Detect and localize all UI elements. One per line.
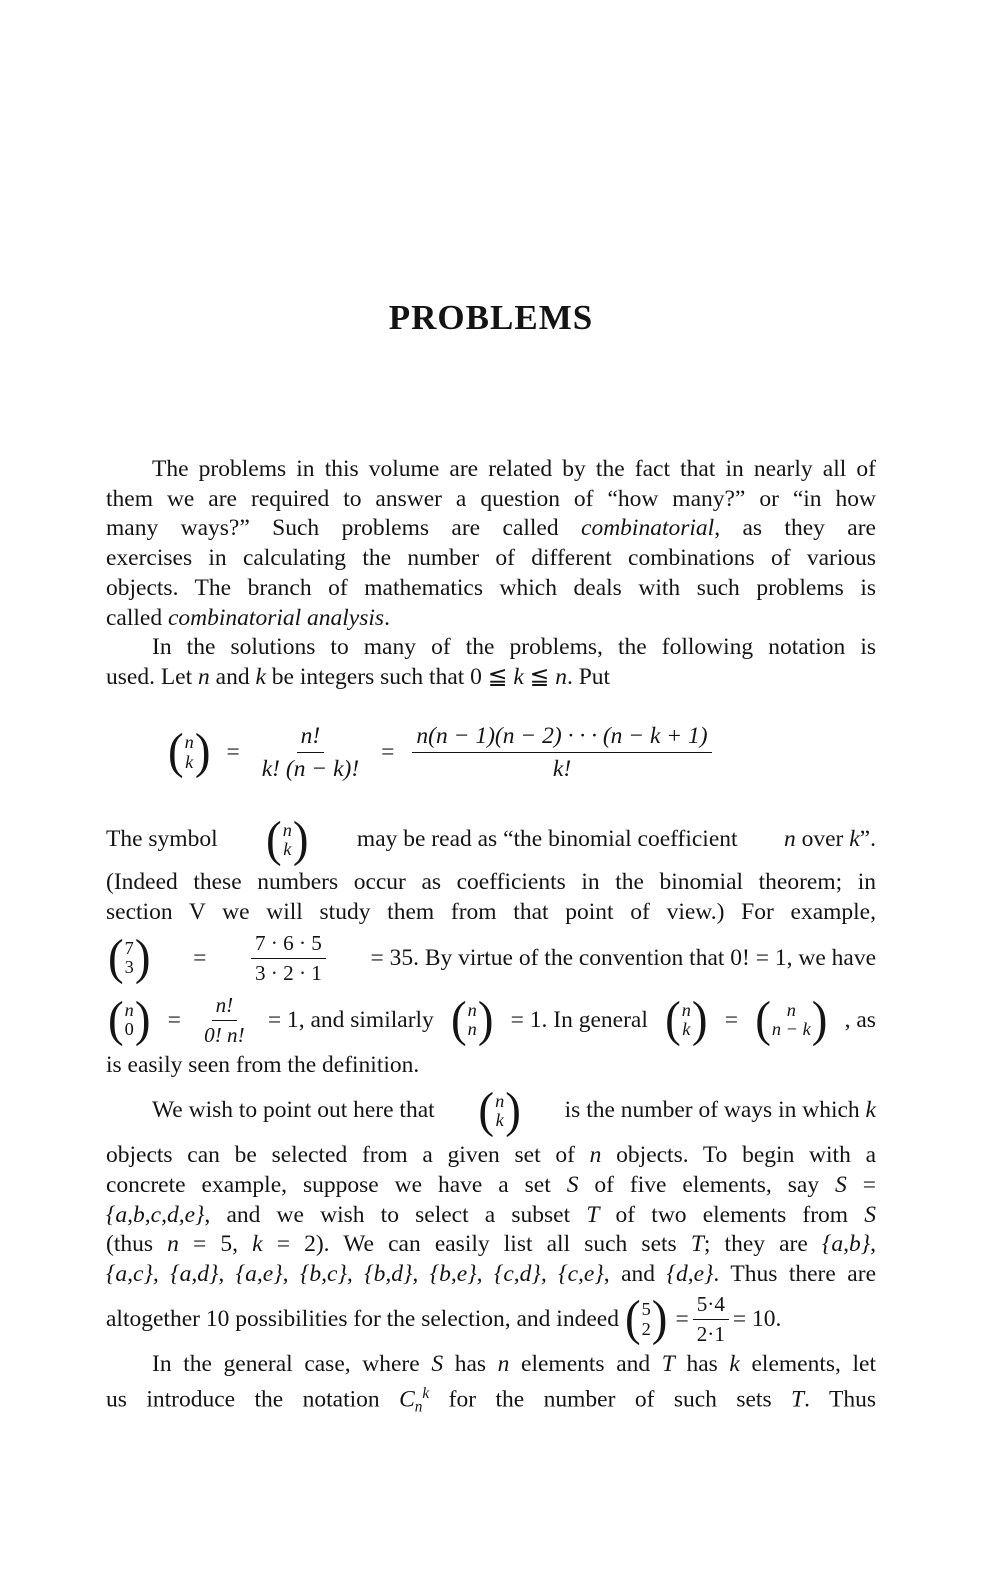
text-line: section V we will study them from that point of view.) For example, xyxy=(106,898,876,925)
page-title: PROBLEMS xyxy=(388,298,594,337)
binomial-n-0: ( n 0 ) xyxy=(108,992,151,1048)
binomial-n-n: ( n n ) xyxy=(451,992,494,1048)
text-line: In the general case, where S has n elements and T has k elements, let xyxy=(152,1350,877,1377)
fraction-n-factorial: $\frac{n!}{0! n!}$ xyxy=(204,992,245,1047)
binomial-n-k: ( n k ) xyxy=(665,992,708,1048)
text-line: many ways?” Such problems are called combinatorial, as they are xyxy=(106,515,876,542)
text-line: concrete example, suppose we have a set S of five elements, say S = xyxy=(106,1171,876,1198)
text-line: objects can be selected from a given set of n objects. To begin with a xyxy=(106,1142,877,1169)
text-line: altogether 10 possibilities for the selection, and indeed ( 5 2 ) = $\frac{5\cdot 4}{2\cdot 1}$ = 10. xyxy=(106,1291,782,1347)
fraction-5-4: $\frac{5\cdot 4}{2\cdot 1}$ xyxy=(693,1292,729,1348)
binomial-n-k: ( n k ) xyxy=(266,812,309,867)
general-line: ( n 0 ) = $\frac{n!}{0! n!}$ = 1, and similarly ( n n ) = 1. In general ( n k ) = ( n n − k ) , as xyxy=(108,992,876,1048)
text-line: {a,b,c,d,e}, and we wish to select a subset T of two elements from S xyxy=(106,1201,877,1228)
fraction-falling-product: $\frac{n(n - 1)(n - 2) \cdot \cdot \cdot (n - k + 1)}{k!}$ xyxy=(412,722,711,783)
fraction-factorial: $\frac{n!}{k! (n - k)!}$ xyxy=(261,723,360,783)
fraction-7-6-5: $\frac{7 \cdot 6 \cdot 5}{3 \cdot 2 \cdot 1}$ xyxy=(251,931,326,987)
text-line: us introduce the notation $C_n^k$ for the number of such sets T. Thus xyxy=(106,1385,876,1417)
binomial-7-3: ( 7 3 ) xyxy=(108,930,151,986)
example-line: ( 7 3 ) = $\frac{7 \cdot 6 \cdot 5}{3 \cdot 2 \cdot 1}$ = 35. By virtue of the convention that 0! = 1, we have xyxy=(108,930,876,986)
binomial-explanation xyxy=(106,812,876,1423)
text-line: (thus n = 5, k = 2). We can easily list all such sets T; they are {a,b}, xyxy=(106,1231,876,1258)
binomial-n-k: ( n k ) xyxy=(168,724,211,780)
text-line: used. Let n and k be integers such that 0 ≦ k ≦ n. Put xyxy=(106,663,611,690)
intro-paragraph xyxy=(106,455,876,693)
text-line: {a,c}, {a,d}, {a,e}, {b,c}, {b,d}, {b,e}, {c,d}, {c,e}, and {d,e}. Thus there are xyxy=(106,1260,876,1287)
text-line: (Indeed these numbers occur as coefficients in the binomial theorem; in xyxy=(106,869,876,895)
binomial-definition-formula: ( n k ) = $\frac{n!}{k! (n - k)!}$ = $\frac{n(n - 1)(n - 2) \cdot \cdot \cdot (n - k + 1)}{k!}$ xyxy=(166,722,716,783)
binomial-n-n-minus-k: ( n n − k ) xyxy=(755,992,828,1048)
text-line: them we are required to answer a question of “how many?” or “in how xyxy=(106,485,876,512)
text-line: The symbol ( n k ) may be read as “the binomial coefficient n over k”. xyxy=(106,812,876,867)
text-line: The problems in this volume are related by the fact that in nearly all of xyxy=(152,456,876,482)
text-line: objects. The branch of mathematics which deals with such problems is xyxy=(106,574,876,601)
binomial-5-2: ( 5 2 ) xyxy=(624,1291,668,1347)
text-line: is easily seen from the definition. xyxy=(106,1052,420,1079)
text-line: exercises in calculating the number of different combinations of various xyxy=(106,545,876,572)
text-line: called combinatorial analysis. xyxy=(106,604,390,631)
text-line: We wish to point out here that ( n k ) is the number of ways in which k xyxy=(152,1083,876,1138)
text-line: In the solutions to many of the problems, the following notation is xyxy=(152,634,876,661)
binomial-n-k: ( n k ) xyxy=(478,1083,521,1138)
